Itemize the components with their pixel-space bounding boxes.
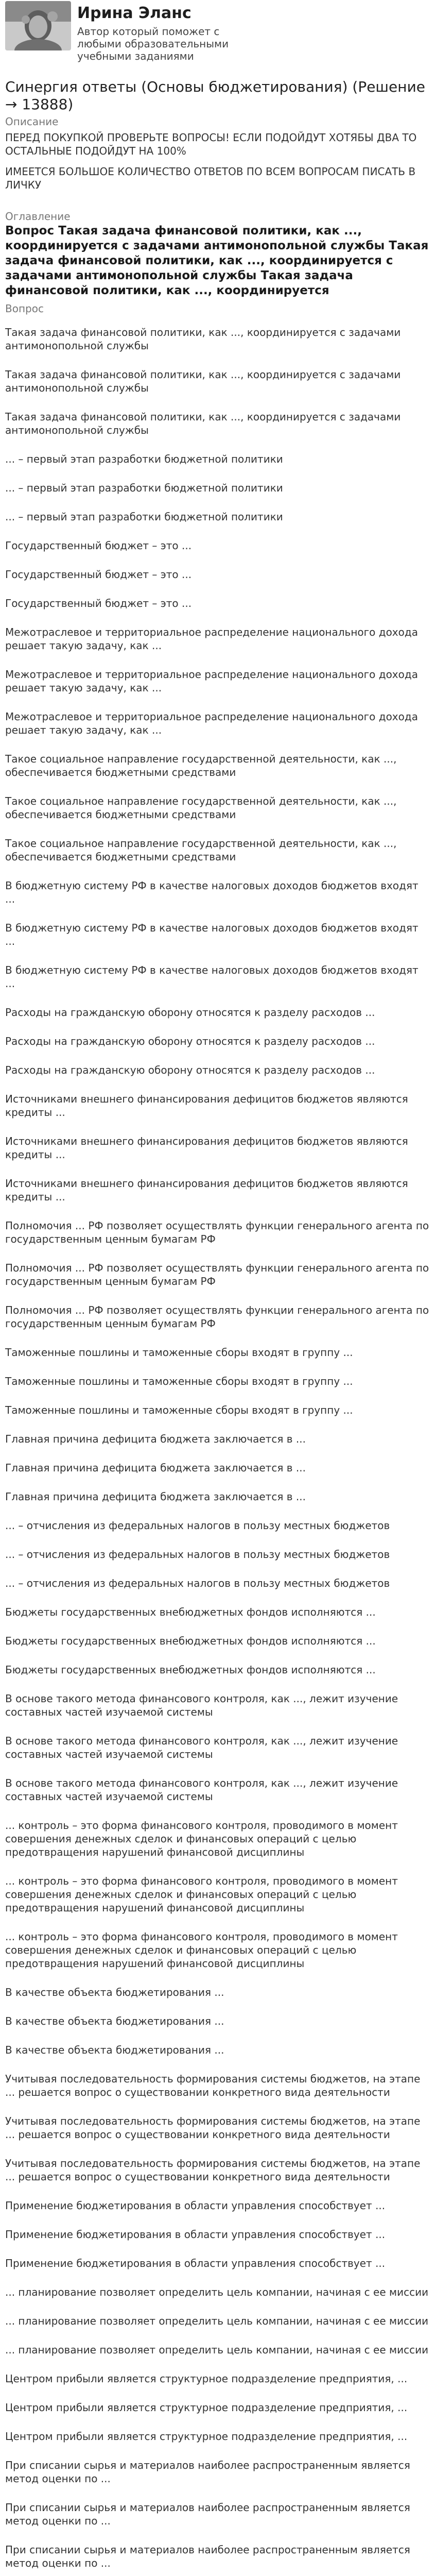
- question-heading: Вопрос Такая задача финансовой политики, как ..., координируется с задачами антимонопольной службы Такая задача финансовой политики, как ..., координируется с задачами антимонопольной службы Такая задача финансовой политики, как ..., координируется: [5, 224, 429, 297]
- question-link[interactable]: Применение бюджетирования в области управления способствует ...: [5, 2257, 386, 2269]
- question-link[interactable]: ... планирование позволяет определить цель компании, начиная с ее миссии: [5, 2315, 429, 2327]
- question-link[interactable]: В качестве объекта бюджетирования ...: [5, 1986, 224, 1998]
- question-link[interactable]: Такая задача финансовой политики, как ..., координируется с задачами антимонопольной службы: [5, 411, 401, 436]
- avatar-image: [5, 1, 71, 50]
- question-link[interactable]: В основе такого метода финансового контроля, как ..., лежит изучение составных частей изучаемой системы: [5, 1692, 398, 1718]
- question-link[interactable]: В бюджетную систему РФ в качестве налоговых доходов бюджетов входят ...: [5, 922, 418, 947]
- question-link[interactable]: Центром прибыли является структурное подразделение предприятия, ...: [5, 2430, 408, 2443]
- question-link[interactable]: Такое социальное направление государственной деятельности, как ..., обеспечивается бюджетными средствами: [5, 795, 397, 821]
- question-link[interactable]: В основе такого метода финансового контроля, как ..., лежит изучение составных частей изучаемой системы: [5, 1735, 398, 1760]
- question-link[interactable]: При списании сырья и материалов наиболее распространенным является метод оценки по ...: [5, 2459, 410, 2485]
- question-label: Вопрос: [5, 302, 44, 315]
- question-link[interactable]: При списании сырья и материалов наиболее распространенным является метод оценки по ...: [5, 2544, 410, 2569]
- question-link[interactable]: Учитывая последовательность формирования системы бюджетов, на этапе ... решается вопрос о существовании конкретного вида деятельности: [5, 2115, 421, 2141]
- description-line: ПЕРЕД ПОКУПКОЙ ПРОВЕРЬТЕ ВОПРОСЫ! ЕСЛИ ПОДОЙДУТ ХОТЯБЫ ДВА ТО ОСТАЛЬНЫЕ ПОДОЙДУТ НА 100%: [5, 131, 417, 157]
- author-name[interactable]: Ирина Эланс: [77, 4, 191, 22]
- question-link[interactable]: Бюджеты государственных внебюджетных фондов исполняются ...: [5, 1635, 376, 1647]
- question-link[interactable]: Межотраслевое и территориальное распределение национального дохода решает такую задачу, как ...: [5, 626, 418, 652]
- question-list: [5, 320, 431, 2576]
- question-link[interactable]: ... планирование позволяет определить цель компании, начиная с ее миссии: [5, 2344, 429, 2356]
- question-link[interactable]: Межотраслевое и территориальное распределение национального дохода решает такую задачу, как ...: [5, 668, 418, 694]
- question-link[interactable]: Таможенные пошлины и таможенные сборы входят в группу ...: [5, 1346, 353, 1359]
- question-link[interactable]: Главная причина дефицита бюджета заключается в ...: [5, 1490, 306, 1503]
- question-link[interactable]: Такое социальное направление государственной деятельности, как ..., обеспечивается бюджетными средствами: [5, 837, 397, 863]
- question-link[interactable]: Полномочия ... РФ позволяет осуществлять функции генерального агента по государственным ценным бумагам РФ: [5, 1219, 429, 1245]
- question-link[interactable]: Учитывая последовательность формирования системы бюджетов, на этапе ... решается вопрос о существовании конкретного вида деятельности: [5, 2073, 421, 2098]
- question-link[interactable]: ... – отчисления из федеральных налогов в пользу местных бюджетов: [5, 1577, 390, 1589]
- question-link[interactable]: Таможенные пошлины и таможенные сборы входят в группу ...: [5, 1375, 353, 1387]
- question-link[interactable]: Таможенные пошлины и таможенные сборы входят в группу ...: [5, 1404, 353, 1416]
- toc-label: Оглавление: [5, 210, 71, 223]
- question-link[interactable]: Расходы на гражданскую оборону относятся к разделу расходов ...: [5, 1006, 375, 1019]
- question-link[interactable]: Расходы на гражданскую оборону относятся к разделу расходов ...: [5, 1064, 375, 1076]
- question-link[interactable]: Межотраслевое и территориальное распределение национального дохода решает такую задачу, как ...: [5, 710, 418, 736]
- author-info: [77, 1, 242, 62]
- author-description: Автор который поможет с любыми образовательными учебными заданиями: [77, 25, 229, 62]
- question-link[interactable]: В основе такого метода финансового контроля, как ..., лежит изучение составных частей изучаемой системы: [5, 1777, 398, 1803]
- author-header: [5, 0, 431, 62]
- question-link[interactable]: Применение бюджетирования в области управления способствует ...: [5, 2228, 386, 2241]
- question-link[interactable]: Учитывая последовательность формирования системы бюджетов, на этапе ... решается вопрос о существовании конкретного вида деятельности: [5, 2157, 421, 2183]
- question-link[interactable]: Главная причина дефицита бюджета заключается в ...: [5, 1433, 306, 1445]
- question-link[interactable]: Источниками внешнего финансирования дефицитов бюджетов являются кредиты ...: [5, 1135, 408, 1161]
- question-link[interactable]: Такая задача финансовой политики, как ..., координируется с задачами антимонопольной службы: [5, 326, 401, 352]
- question-link[interactable]: Бюджеты государственных внебюджетных фондов исполняются ...: [5, 1664, 376, 1676]
- question-link[interactable]: ... – отчисления из федеральных налогов в пользу местных бюджетов: [5, 1548, 390, 1561]
- question-link[interactable]: ... контроль – это форма финансового контроля, проводимого в момент совершения денежных сделок и финансовых операций с целью предотвращения нарушений финансовой дисциплины: [5, 1875, 398, 1914]
- question-link[interactable]: ... планирование позволяет определить цель компании, начиная с ее миссии: [5, 2286, 429, 2298]
- question-link[interactable]: ... – первый этап разработки бюджетной политики: [5, 511, 283, 523]
- question-link[interactable]: ... – первый этап разработки бюджетной политики: [5, 482, 283, 494]
- question-link[interactable]: Главная причина дефицита бюджета заключается в ...: [5, 1462, 306, 1474]
- question-link[interactable]: Применение бюджетирования в области управления способствует ...: [5, 2199, 386, 2212]
- question-link[interactable]: Бюджеты государственных внебюджетных фондов исполняются ...: [5, 1606, 376, 1618]
- question-link[interactable]: Источниками внешнего финансирования дефицитов бюджетов являются кредиты ...: [5, 1093, 408, 1118]
- question-link[interactable]: Государственный бюджет – это ...: [5, 539, 192, 552]
- question-link[interactable]: ... контроль – это форма финансового контроля, проводимого в момент совершения денежных сделок и финансовых операций с целью предотвращения нарушений финансовой дисциплины: [5, 1930, 398, 1970]
- question-link[interactable]: ... контроль – это форма финансового контроля, проводимого в момент совершения денежных сделок и финансовых операций с целью предотвращения нарушений финансовой дисциплины: [5, 1819, 398, 1858]
- question-link[interactable]: В качестве объекта бюджетирования ...: [5, 2015, 224, 2027]
- question-link[interactable]: Государственный бюджет – это ...: [5, 597, 192, 609]
- question-link[interactable]: Такое социальное направление государственной деятельности, как ..., обеспечивается бюджетными средствами: [5, 753, 397, 778]
- question-link[interactable]: Центром прибыли является структурное подразделение предприятия, ...: [5, 2372, 408, 2385]
- question-link[interactable]: Расходы на гражданскую оборону относятся к разделу расходов ...: [5, 1035, 375, 1047]
- description-line: ИМЕЕТСЯ БОЛЬШОЕ КОЛИЧЕСТВО ОТВЕТОВ ПО ВСЕМ ВОПРОСАМ ПИСАТЬ В ЛИЧКУ: [5, 165, 416, 191]
- question-link[interactable]: В бюджетную систему РФ в качестве налоговых доходов бюджетов входят ...: [5, 879, 418, 905]
- page-title: Синергия ответы (Основы бюджетирования) (Решение → 13888): [5, 78, 426, 113]
- question-link[interactable]: При списании сырья и материалов наиболее распространенным является метод оценки по ...: [5, 2501, 410, 2527]
- question-link[interactable]: Источниками внешнего финансирования дефицитов бюджетов являются кредиты ...: [5, 1177, 408, 1203]
- question-link[interactable]: Такая задача финансовой политики, как ..., координируется с задачами антимонопольной службы: [5, 368, 401, 394]
- question-link[interactable]: В качестве объекта бюджетирования ...: [5, 2044, 224, 2056]
- question-link[interactable]: Полномочия ... РФ позволяет осуществлять функции генерального агента по государственным ценным бумагам РФ: [5, 1304, 429, 1330]
- question-link[interactable]: Полномочия ... РФ позволяет осуществлять функции генерального агента по государственным ценным бумагам РФ: [5, 1262, 429, 1287]
- description-label: Описание: [5, 115, 59, 128]
- avatar[interactable]: [5, 1, 71, 50]
- question-link[interactable]: В бюджетную систему РФ в качестве налоговых доходов бюджетов входят ...: [5, 964, 418, 990]
- question-link[interactable]: Государственный бюджет – это ...: [5, 568, 192, 581]
- question-link[interactable]: Центром прибыли является структурное подразделение предприятия, ...: [5, 2401, 408, 2414]
- question-link[interactable]: ... – отчисления из федеральных налогов в пользу местных бюджетов: [5, 1519, 390, 1532]
- question-link[interactable]: ... – первый этап разработки бюджетной политики: [5, 453, 283, 465]
